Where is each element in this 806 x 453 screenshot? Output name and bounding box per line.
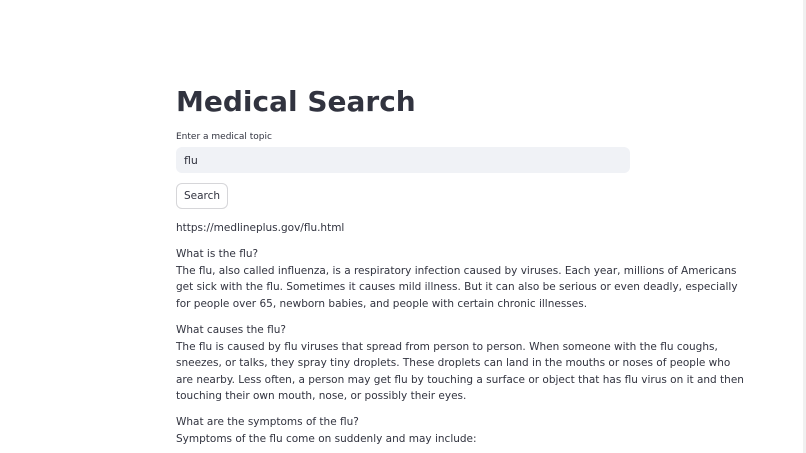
search-input-label: Enter a medical topic [176,132,272,142]
search-button[interactable]: Search [176,183,228,209]
page-title: Medical Search [176,85,416,118]
answer-line: The flu, also called influenza, is a respiratory infection caused by viruses. Each year, millions of Americans [176,264,737,277]
section-question: What causes the flu? [176,324,286,336]
answer-line: Symptoms of the flu come on suddenly and may include: [176,432,477,445]
section-answer [176,339,744,405]
section-question: What is the flu? [176,248,259,260]
answer-line: get sick with the flu. Sometimes it causes mild illness. But it can also be serious or even deadly, especially [176,281,738,293]
section-answer [176,263,738,313]
answer-line: for people over 65, newborn babies, and people with certain chronic illnesses. [176,297,588,310]
answer-line: The flu is caused by flu viruses that spread from person to person. When someone with the flu coughs, [176,340,718,353]
answer-line: touching their own mouth, nose, or possibly their eyes. [176,390,467,402]
answer-line: sneezes, or talks, they spray tiny droplets. These droplets can land in the mouths or noses of people who [176,357,731,369]
answer-line: are nearby. Less often, a person may get flu by touching a surface or object that has flu virus on it and then [176,373,744,386]
result-section-causes [176,322,744,405]
result-section-what-is [176,246,738,312]
section-answer [176,431,632,448]
result-section-symptoms [176,414,632,447]
section-question: What are the symptoms of the flu? [176,416,359,428]
search-input[interactable] [176,147,630,173]
result-source-url: https://medlineplus.gov/flu.html [176,222,345,234]
